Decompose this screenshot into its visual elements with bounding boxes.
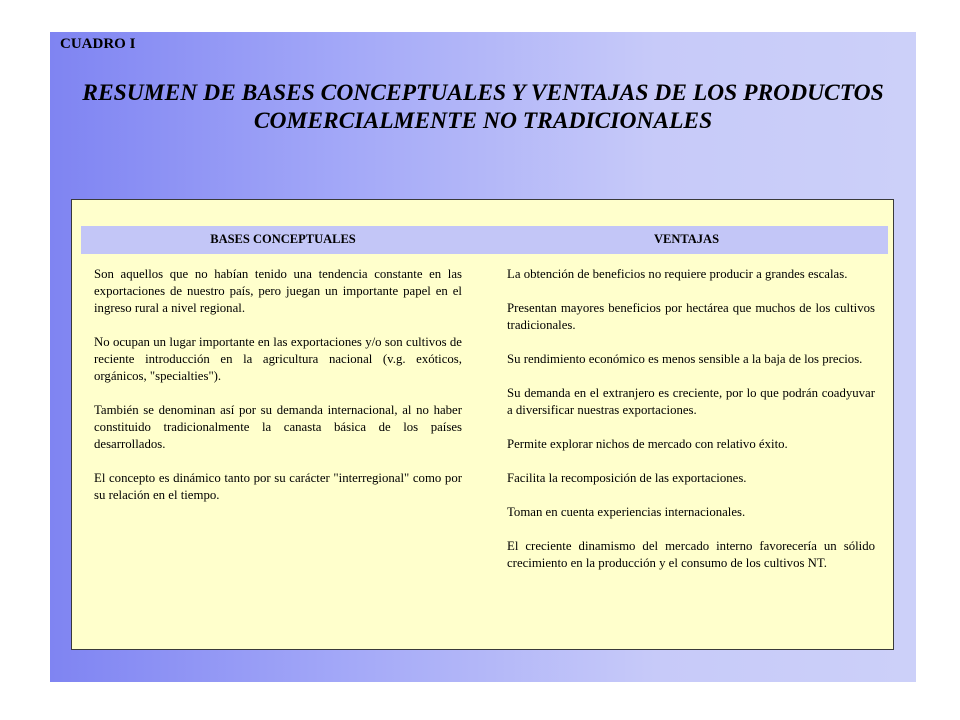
bases-column [94,266,462,521]
bases-paragraph: También se denominan así por su demanda internacional, al no haber constituido tradicionalmente la canasta básica de los países desarrollados. [94,403,462,451]
ventaja-paragraph: La obtención de beneficios no requiere producir a grandes escalas. [507,267,848,281]
ventaja-paragraph: Permite explorar nichos de mercado con relativo éxito. [507,437,788,451]
summary-table [71,199,894,650]
bases-paragraph: Son aquellos que no habían tenido una tendencia constante en las exportaciones de nuestro país, pero juegan un importante papel en el ingreso rural a nivel regional. [94,267,462,315]
page-title [50,79,916,135]
ventaja-paragraph: El creciente dinamismo del mercado interno favorecería un sólido crecimiento en la producción y el consumo de los cultivos NT. [507,539,875,570]
slide [50,32,916,682]
bases-paragraph: El concepto es dinámico tanto por su carácter "interregional" como por su relación en el tiempo. [94,471,462,502]
ventaja-paragraph: Facilita la recomposición de las exportaciones. [507,471,747,485]
ventaja-paragraph: Su demanda en el extranjero es creciente, por lo que podrán coadyuvar a diversificar nuestras exportaciones. [507,386,875,417]
ventaja-paragraph: Su rendimiento económico es menos sensible a la baja de los precios. [507,352,863,366]
cuadro-label: CUADRO I [60,36,136,52]
ventajas-column [507,266,875,589]
ventaja-paragraph: Presentan mayores beneficios por hectárea que muchos de los cultivos tradicionales. [507,301,875,332]
header-ventajas: VENTAJAS [653,232,720,246]
header-bases-conceptuales: BASES CONCEPTUALES [210,232,356,246]
bases-paragraph: No ocupan un lugar importante en las exportaciones y/o son cultivos de reciente introducción en la agricultura nacional (v.g. exóticos, orgánicos, "specialties"). [94,335,462,383]
ventaja-paragraph: Toman en cuenta experiencias internacionales. [507,505,746,519]
table-header [81,226,888,254]
title-line-2: COMERCIALMENTE NO TRADICIONALES [253,108,713,134]
title-line-1: RESUMEN DE BASES CONCEPTUALES Y VENTAJAS DE LOS PRODUCTOS [82,80,884,106]
